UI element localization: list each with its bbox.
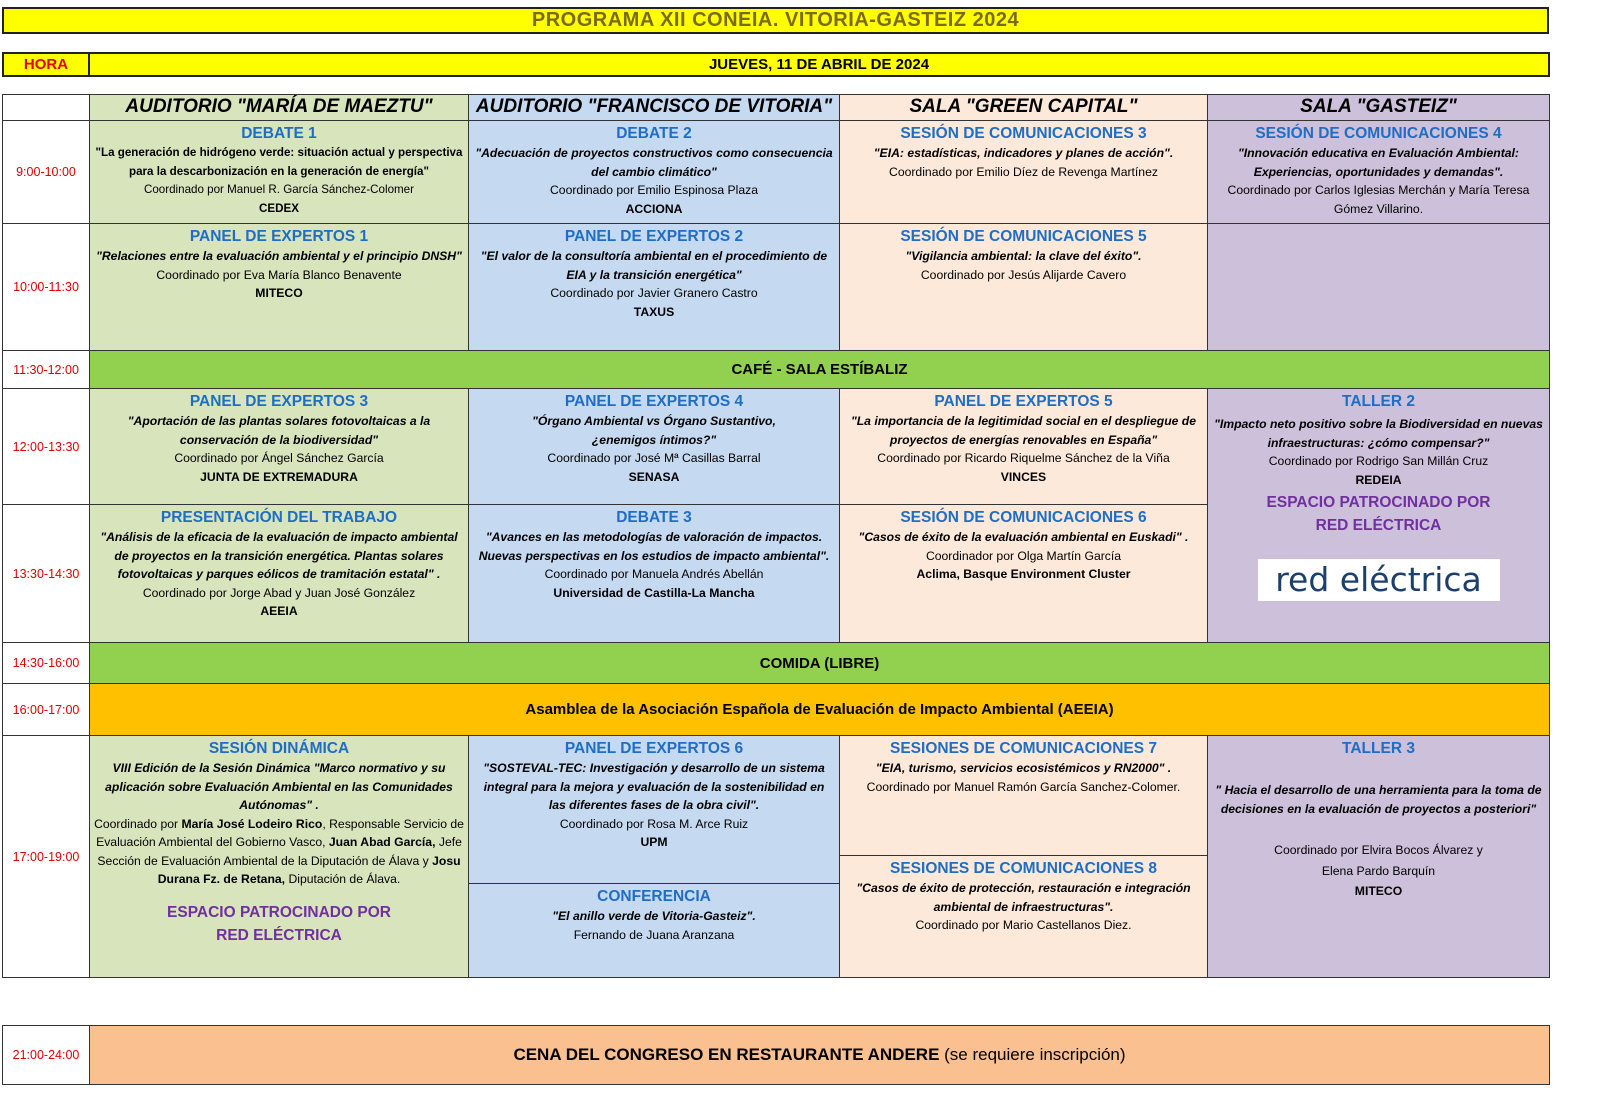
session-title: DEBATE 3: [616, 509, 692, 526]
session-title: SESIÓN DE COMUNICACIONES 6: [900, 509, 1147, 526]
red-electrica-logo: red eléctrica: [1258, 559, 1500, 601]
time-slot: 17:00-19:00: [2, 735, 90, 978]
session-title: PANEL DE EXPERTOS 4: [564, 393, 744, 410]
session-topic: "Avances en las metodologías de valoración de impactos. Nuevas perspectivas en los estudios de impacto ambiental".: [478, 530, 830, 563]
session-topic: "Aportación de las plantas solares fotovoltaicas a la conservación de la biodiversidad": [127, 414, 431, 447]
session-debate-2: [468, 120, 840, 224]
room-gasteiz: SALA "GASTEIZ": [1207, 94, 1550, 121]
session-topic: " Hacia el desarrollo de una herramienta para la toma de decisiones en la evaluación de proyectos a posteriori": [1215, 783, 1542, 816]
corner-cell: [2, 94, 90, 121]
time-slot: 16:00-17:00: [2, 683, 90, 736]
room-francisco-de-vitoria: AUDITORIO "FRANCISCO DE VITORIA": [468, 94, 840, 121]
session-organization: MITECO: [255, 286, 303, 300]
time-slot: 9:00-10:00: [2, 120, 90, 224]
session-conferencia: [468, 883, 840, 978]
session-title: PANEL DE EXPERTOS 1: [189, 228, 369, 245]
assembly: Asamblea de la Asociación Española de Evaluación de Impacto Ambiental (AEEIA): [89, 683, 1550, 736]
session-panel-expertos-2: [468, 223, 840, 351]
session-title: PANEL DE EXPERTOS 3: [189, 393, 369, 410]
session-topic: "SOSTEVAL-TEC: Investigación y desarrollo de un sistema integral para la mejora y evaluación de la sostenibilidad en las diferentes fases de la obra civil".: [483, 761, 825, 812]
session-title: SESIÓN DE COMUNICACIONES 5: [900, 228, 1147, 245]
session-topic: VIII Edición de la Sesión Dinámica "Marco normativo y su aplicación sobre Evaluación Ambiental en las Comunidades Autónomas" .: [105, 761, 453, 812]
time-slot: 12:00-13:30: [2, 388, 90, 505]
coffee-break: CAFÉ - SALA ESTÍBALIZ: [89, 350, 1550, 389]
session-title: TALLER 3: [1342, 740, 1415, 757]
session-debate-3: [468, 504, 840, 643]
session-coordinator: Coordinado por Emilio Díez de Revenga Martínez: [889, 164, 1158, 179]
session-coordinator: Coordinado por Eva María Blanco Benavente: [156, 267, 402, 282]
session-taller-2: [1207, 388, 1550, 643]
empty-slot: [1207, 223, 1550, 351]
session-comunicaciones-4: [1207, 120, 1550, 224]
session-topic: "Relaciones entre la evaluación ambiental y el principio DNSH": [96, 249, 462, 263]
session-topic: "Análisis de la eficacia de la evaluación de impacto ambiental de proyectos en la transición energética. Plantas solares fotovoltaicas y parques eólicos de tramitación estatal" .: [100, 530, 458, 581]
session-topic: "EIA: estadísticas, indicadores y planes de acción".: [873, 146, 1174, 160]
session-title: CONFERENCIA: [597, 888, 711, 905]
session-organization: ACCIONA: [625, 201, 683, 216]
congress-dinner: [89, 1025, 1550, 1085]
dinner-title: CENA DEL CONGRESO EN RESTAURANTE ANDERE: [513, 1045, 940, 1064]
session-organization: AEEIA: [260, 604, 298, 618]
session-topic: "Casos de éxito de protección, restauración e integración ambiental de infraestructuras".: [856, 881, 1191, 914]
session-topic: "Vigilancia ambiental: la clave del éxito".: [905, 249, 1142, 263]
session-title: PANEL DE EXPERTOS 2: [564, 228, 744, 245]
session-sesion-dinamica: [89, 735, 469, 978]
session-coordinator: Coordinado por Jesús Alijarde Cavero: [920, 267, 1127, 282]
session-topic: "La importancia de la legitimidad social en el despliegue de proyectos de energías renovables en España": [850, 414, 1197, 447]
session-comunicaciones-6: [839, 504, 1208, 643]
session-organization: SENASA: [628, 469, 680, 484]
session-coordinator: Coordinado por Carlos Iglesias Merchán y María Teresa Gómez Villarino.: [1227, 183, 1530, 216]
session-panel-expertos-3: [89, 388, 469, 505]
lunch-break: COMIDA (LIBRE): [89, 642, 1550, 684]
dinner-note: (se requiere inscripción): [939, 1045, 1126, 1064]
session-title: SESIONES DE COMUNICACIONES 8: [890, 860, 1157, 877]
session-title: TALLER 2: [1342, 393, 1415, 410]
session-coordinator: Coordinado por Mario Castellanos Diez.: [915, 918, 1132, 932]
session-organization: JUNTA DE EXTREMADURA: [200, 469, 358, 484]
session-coordinator: Coordinado por Ricardo Riquelme Sánchez de la Viña: [877, 451, 1170, 465]
session-organization: REDEIA: [1355, 472, 1402, 487]
page-title: PROGRAMA XII CONEIA. VITORIA-GASTEIZ 2024: [2, 7, 1549, 34]
session-coordinator: Coordinado por Ángel Sánchez García: [174, 451, 384, 465]
session-organization: TAXUS: [633, 304, 675, 319]
session-coordinator: Coordinado por José Mª Casillas Barral: [547, 451, 761, 465]
time-slot: 14:30-16:00: [2, 642, 90, 684]
session-title: SESIÓN DE COMUNICACIONES 4: [1255, 125, 1502, 142]
session-comunicaciones-7: [839, 735, 1208, 856]
session-organization: MITECO: [1354, 884, 1403, 898]
session-comunicaciones-5: [839, 223, 1208, 351]
sponsor-label: ESPACIO PATROCINADO POR: [1266, 494, 1491, 511]
session-topic: "Impacto neto positivo sobre la Biodiversidad en nuevas infraestructuras: ¿cómo compensar?": [1214, 417, 1543, 450]
session-presentacion-trabajo: [89, 504, 469, 643]
session-title: SESIÓN DINÁMICA: [208, 740, 350, 757]
session-topic: "La generación de hidrógeno verde: situación actual y perspectiva para la descarbonización en la generación de energía": [95, 146, 463, 178]
time-slot: 11:30-12:00: [2, 350, 90, 389]
session-debate-1: [89, 120, 469, 224]
session-coordinator: Coordinado por Rosa M. Arce Ruiz: [559, 816, 749, 831]
session-topic: "Adecuación de proyectos constructivos como consecuencia del cambio climático": [475, 146, 833, 179]
session-title: SESIONES DE COMUNICACIONES 7: [890, 740, 1157, 757]
session-title: DEBATE 2: [616, 125, 692, 142]
session-title: DEBATE 1: [241, 125, 317, 142]
session-title: PRESENTACIÓN DEL TRABAJO: [160, 509, 398, 526]
session-title: PANEL DE EXPERTOS 5: [934, 393, 1113, 410]
session-topic: "Casos de éxito de la evaluación ambiental en Euskadi" .: [858, 530, 1189, 544]
sponsor-name: RED ELÉCTRICA: [216, 926, 342, 944]
session-panel-expertos-1: [89, 223, 469, 351]
session-organization: CEDEX: [259, 201, 299, 215]
session-organization: Aclima, Basque Environment Cluster: [916, 567, 1131, 581]
session-title: PANEL DE EXPERTOS 6: [564, 740, 744, 757]
session-panel-expertos-6: [468, 735, 840, 884]
sponsor-label: ESPACIO PATROCINADO POR: [167, 903, 391, 921]
session-coordinator: Coordinado por Manuel Ramón García Sanchez-Colomer.: [866, 779, 1181, 794]
room-green-capital: SALA "GREEN CAPITAL": [839, 94, 1208, 121]
session-panel-expertos-5: [839, 388, 1208, 505]
time-slot: 10:00-11:30: [2, 223, 90, 351]
session-comunicaciones-8: [839, 855, 1208, 978]
session-title: SESIÓN DE COMUNICACIONES 3: [900, 125, 1147, 142]
session-coordinator: Coordinado por Jorge Abad y Juan José González: [142, 585, 416, 600]
session-topic: "Innovación educativa en Evaluación Ambiental: Experiencias, oportunidades y demandas".: [1238, 146, 1519, 179]
session-topic: "El anillo verde de Vitoria-Gasteiz".: [552, 909, 756, 923]
session-taller-3: [1207, 735, 1550, 978]
session-coordinator: Coordinado por Rodrigo San Millán Cruz: [1268, 454, 1489, 468]
session-coordinator: Coordinado por Emilio Espinosa Plaza: [550, 183, 758, 197]
session-coordinator: Coordinador por Olga Martín García: [925, 548, 1122, 563]
session-coordinator: Coordinado por Manuel R. García Sánchez-Colomer: [143, 183, 414, 196]
session-topic: "Órgano Ambiental vs Órgano Sustantivo, ¿enemigos íntimos?": [532, 414, 776, 447]
hora-label: HORA: [2, 52, 90, 77]
session-coordinator-2: Elena Pardo Barquín: [1321, 864, 1436, 878]
session-coordinators: Coordinado por María José Lodeiro Rico, Responsable Servicio de Evaluación Ambiental del Gobierno Vasco, Juan Abad García, Jefe Sección de Evaluación Ambiental de la Diputación de Álava y Josu Durana Fz. de Retana, Diputación de Álava.: [94, 816, 464, 886]
session-topic: "El valor de la consultoría ambiental en el procedimiento de EIA y la transición energética": [480, 249, 828, 282]
session-organization: VINCES: [1000, 469, 1047, 484]
session-coordinator: Coordinado por Elvira Bocos Álvarez y: [1274, 843, 1483, 857]
session-organization: Universidad de Castilla-La Mancha: [553, 585, 755, 600]
session-coordinator: Coordinado por Manuela Andrés Abellán: [544, 567, 764, 581]
time-slot: 13:30-14:30: [2, 504, 90, 643]
session-topic: "EIA, turismo, servicios ecosistémicos y RN2000" .: [875, 761, 1172, 775]
session-coordinator: Coordinado por Javier Granero Castro: [550, 286, 758, 300]
sponsor-name: RED ELÉCTRICA: [1315, 517, 1442, 534]
room-maria-de-maeztu: AUDITORIO "MARÍA DE MAEZTU": [89, 94, 469, 121]
session-panel-expertos-4: [468, 388, 840, 505]
time-slot: 21:00-24:00: [2, 1025, 90, 1085]
session-comunicaciones-3: [839, 120, 1208, 224]
session-speaker: Fernando de Juana Aranzana: [573, 927, 735, 942]
session-organization: UPM: [640, 835, 668, 849]
date-header: JUEVES, 11 DE ABRIL DE 2024: [88, 52, 1550, 77]
